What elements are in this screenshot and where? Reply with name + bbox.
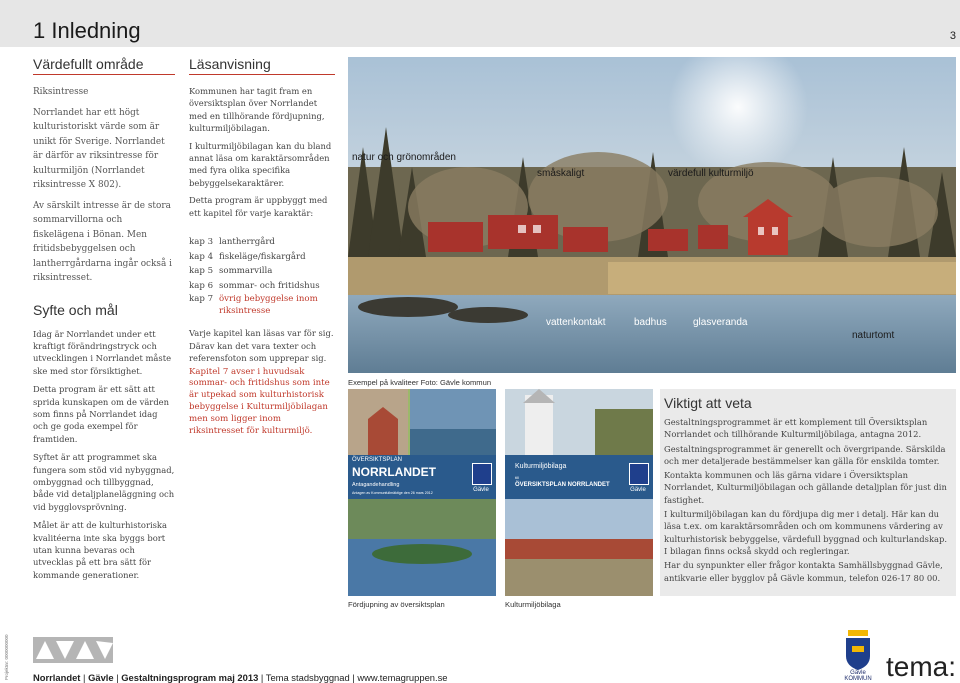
chapter-title: 1 Inledning	[33, 18, 141, 43]
footer-author: Tema stadsbyggnad	[265, 672, 350, 683]
middle-column	[189, 56, 335, 445]
label-bathhouse: badhus	[634, 317, 667, 328]
chapter-row: kap 7 övrig bebyggelse inom riksintresse	[189, 294, 318, 317]
heading-purpose: Syfte och mål	[33, 301, 118, 318]
doc1-band-note: Antagen av Kommunfullmäktige den 26 mars 2012	[352, 491, 433, 495]
guide-paragraph-after: Varje kapitel kan läsas var för sig. Därav kan det vara texter och referensfoton som upprepar sig.	[189, 328, 334, 364]
guide-paragraph-1: Kommunen har tagit fram en översiktsplan över Norrlandet med en tillhörande fördjupning, kulturmiljöbilagan.	[189, 86, 325, 134]
gavle-shield-icon	[472, 463, 492, 485]
purpose-paragraph-1: Idag är Norrlandet under ett kraftigt förändringstryck och utvecklingen i Norrlandet måste ske med stor försiktighet.	[33, 328, 172, 376]
left-column	[33, 56, 175, 583]
doc1-band-sub: Antagandehandling	[352, 482, 400, 488]
intro-paragraph-1: Riksintresse	[33, 87, 89, 97]
footer-line: Norrlandet | Gävle | Gestaltningsprogram maj 2013 | Tema stadsbyggnad | www.temagruppen.se	[33, 672, 448, 683]
info-paragraph-4: I kulturmiljöbilagan kan du fördjupa dig mer i detalj. Här kan du läsa t.ex. om karaktärsområden och om kommunens värdering av kulturhistorisk bebyggelse, värdefull byggnad och kulturlandskap. I bilagan finns också skydd och regleringar.	[664, 509, 948, 556]
info-box-title: Viktigt att veta	[664, 395, 752, 411]
gavle-logo-caption: Gävle KOMMUN	[844, 670, 872, 682]
intro-paragraph-3: Av särskilt intresse är de stora sommarvillorna och fiskelägena i Bönan. Men fritidsbebyggelsen och lantherrgårdarna ingår också i riksintresset.	[33, 200, 172, 283]
doc1-logo-text: Gävle	[473, 487, 489, 493]
label-natural-plot: naturtomt	[852, 330, 895, 341]
guide-paragraph-3: Detta program är uppbyggt med ett kapitel för varje karaktär:	[189, 195, 328, 218]
label-valuable-culture: värdefull kulturmiljö	[668, 168, 754, 179]
chapter-row: kap 6 sommar- och fritidshus	[189, 280, 320, 291]
tema-brand-logo: tema:	[886, 651, 957, 682]
document-cover-culture-supplement	[505, 389, 653, 596]
doc2-caption: Kulturmiljöbilaga	[505, 600, 561, 609]
label-nature: natur och grönområden	[352, 152, 456, 163]
doc2-band-big: ÖVERSIKTSPLAN NORRLANDET	[515, 482, 610, 488]
guide-red-paragraph: Kapitel 7 avser i huvudsak sommar- och fritidshus som inte är utpekad som kulturhistorisk bebyggelse i Kulturmiljöbilagan men som ligger inom riksintresset för kulturmiljö.	[189, 366, 330, 436]
info-paragraph-2: Gestaltningsprogrammet är generellt och övergripande. Särskilda och mer detaljerade bestämmelser kan gälla för enskilda tomter.	[664, 443, 946, 466]
footer-place: Norrlandet	[33, 672, 81, 683]
info-paragraph-5: Har du synpunkter eller frågor kontakta Samhällsbyggnad Gävle, antikvarie eller bygglov på Gävle kommun, telefon 026-17 80 00.	[664, 560, 943, 583]
info-paragraph-1: Gestaltningsprogrammet är ett komplement till Översiktsplan Norrlandet och tillhörande Kulturmiljöbilaga, antagna 2012.	[664, 417, 928, 440]
page-number: 3	[949, 30, 956, 42]
label-small-scale: småskaligt	[537, 168, 585, 179]
document-cover-overview-plan	[348, 389, 496, 596]
main-photo-caption: Exempel på kvaliteer Foto: Gävle kommun	[348, 378, 492, 387]
pattern-logo-icon	[33, 637, 113, 663]
heading-reading-guide: Läsanvisning	[189, 56, 335, 75]
label-water-contact: vattenkontakt	[546, 317, 606, 328]
chapter-row: kap 3 lantherrgård	[189, 237, 275, 248]
chapter-row: kap 4 fiskeläge/fiskargård	[189, 251, 306, 262]
footer-website-link[interactable]: www.temagruppen.se	[357, 672, 448, 683]
intro-paragraph-2: Norrlandet har ett högt kulturistoriskt värde som är unikt för Sverige. Norrlandet är därför av riksintresse för kulturmiljön (Norrlandet riksintresse X 802).	[33, 107, 165, 190]
info-paragraph-3: Kontakta kommunen och läs gärna vidare i Översiktsplan Norrlandet, Kulturmiljöbilagan och gällande detaljplan för just din fastighet.	[664, 470, 947, 505]
label-glass-veranda: glasveranda	[693, 317, 748, 328]
important-info-box	[660, 389, 956, 596]
chapter-row: kap 5 sommarvilla	[189, 266, 273, 277]
doc2-band-title: Kulturmiljöbilaga	[515, 463, 567, 470]
purpose-paragraph-2: Detta program är ett sätt att sprida kunskapen om de värden som finns på Norrlandet idag och ge goda exempel för framtiden.	[33, 384, 170, 444]
footer-city: Gävle	[88, 672, 114, 683]
footer-document: Gestaltningsprogram maj 2013	[121, 672, 259, 683]
doc1-band-small: ÖVERSIKTSPLAN	[352, 457, 403, 463]
project-number-mark: Projektnr: 0000000000	[4, 634, 9, 680]
chapter-list	[189, 235, 335, 317]
purpose-paragraph-3: Syftet är att programmet ska fungera som stöd vid nybyggnad, ombyggnad och tillbyggnad, både vid detaljplaneläggning och vid bygglovsprövning.	[33, 452, 175, 512]
heading-valuable-area: Värdefullt område	[33, 56, 175, 75]
doc2-band-small: till	[515, 475, 519, 480]
gavle-shield-icon	[629, 463, 649, 485]
doc1-band-big: NORRLANDET	[352, 465, 436, 479]
doc1-caption: Fördjupning av översiktsplan	[348, 600, 445, 609]
guide-paragraph-2: I kulturmiljöbilagan kan du bland annat läsa om karaktärsområden med fyra olika specifika bebyggelsekaraktärer.	[189, 140, 332, 188]
chapter-header-bar	[0, 0, 960, 47]
main-photo	[348, 57, 956, 373]
purpose-paragraph-4: Målet är att de kulturhistoriska kvalitéerna inte ska byggs bort utan kunna bevaras och utvecklas på ett bra sätt för kommande generationer.	[33, 520, 167, 580]
doc2-logo-text: Gävle	[630, 487, 646, 493]
